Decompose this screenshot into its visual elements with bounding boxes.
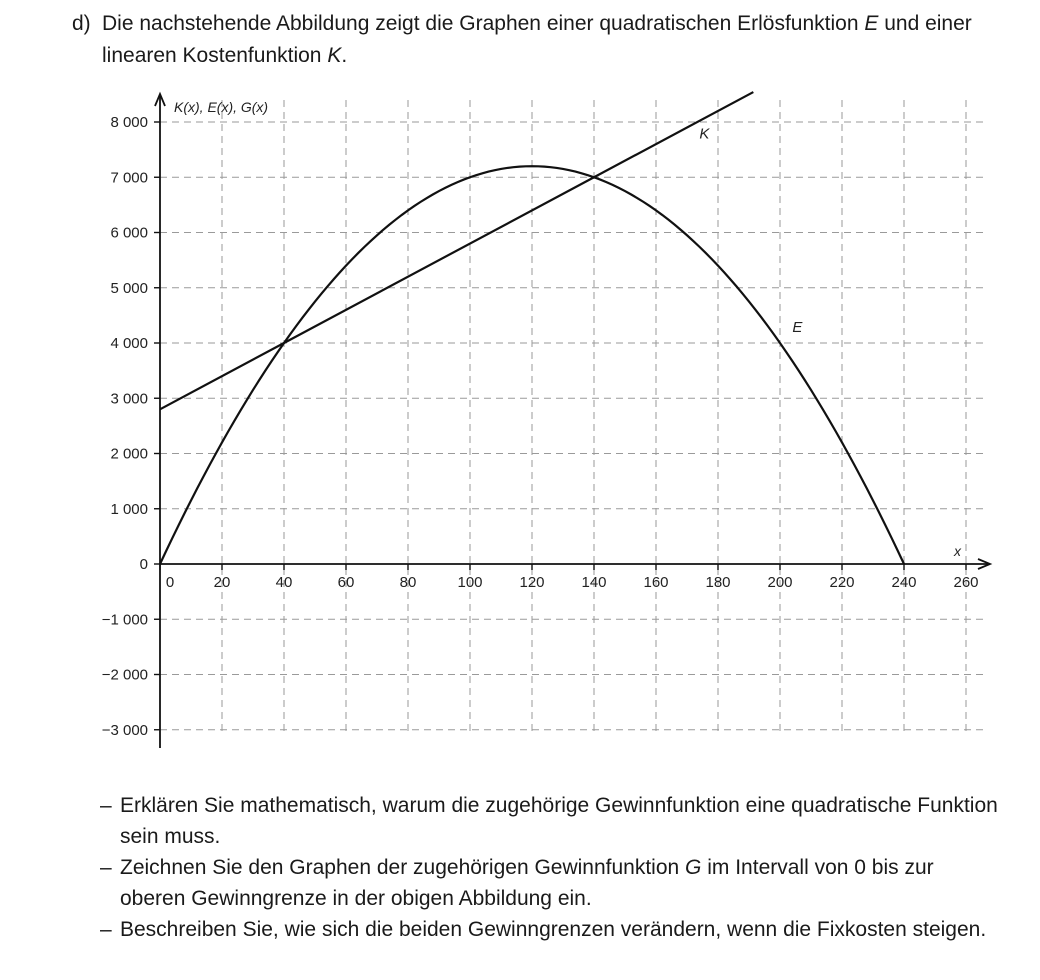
- x-axis-label: x: [954, 543, 961, 559]
- intro-text-3: .: [341, 44, 348, 67]
- tick-labels: [102, 114, 979, 739]
- x-tick-label: 100: [457, 574, 483, 591]
- task-text: Beschreiben Sie, wie sich die beiden Gewinngrenzen verändern, wenn die Fixkosten steigen.: [120, 918, 987, 941]
- task-var-g: G: [685, 856, 702, 879]
- intro-var-k: K: [327, 44, 342, 67]
- y-tick-label: 0: [139, 556, 148, 573]
- task-dash: –: [100, 918, 112, 941]
- x-tick-label: 240: [891, 574, 917, 591]
- chart-labels: [174, 99, 962, 559]
- y-tick-label: −2 000: [101, 666, 148, 684]
- task-dash: –: [100, 856, 112, 879]
- x-tick-label: 120: [519, 574, 545, 591]
- x-tick-label: 260: [953, 574, 979, 591]
- y-tick-label: 6 000: [110, 224, 148, 242]
- x-tick-label: 20: [213, 574, 231, 591]
- x-tick-label: 0: [165, 574, 175, 591]
- task-item: [100, 852, 1000, 914]
- grid: [160, 100, 986, 736]
- x-tick-label: 220: [829, 574, 855, 591]
- x-tick-label: 180: [705, 574, 731, 591]
- series-line-k: [160, 92, 753, 409]
- axes: [155, 94, 990, 748]
- y-tick-label: −3 000: [101, 721, 148, 739]
- task-item: [100, 790, 1000, 852]
- x-tick-label: 60: [337, 574, 355, 591]
- y-tick-label: 4 000: [110, 335, 148, 352]
- y-tick-label: 7 000: [110, 169, 148, 187]
- x-tick-label: 140: [581, 574, 607, 591]
- x-tick-label: 160: [643, 574, 669, 591]
- curve-label-k: K: [699, 125, 710, 143]
- intro-text-2: und einer linearen Kostenfunktion: [102, 12, 972, 67]
- task-text: Zeichnen Sie den Graphen der zugehörigen Gewinnfunktion: [120, 856, 686, 879]
- y-tick-label: 8 000: [110, 114, 148, 131]
- y-tick-label: 1 000: [110, 500, 148, 518]
- x-tick-label: 40: [275, 574, 293, 591]
- y-tick-label: 2 000: [110, 445, 148, 463]
- intro-text-1: Die nachstehende Abbildung zeigt die Graphen einer quadratischen Erlösfunktion: [102, 12, 865, 35]
- task-text: Erklären Sie mathematisch, warum die zugehörige Gewinnfunktion eine quadratische Funktion sein muss.: [120, 794, 998, 848]
- y-tick-label: 3 000: [110, 390, 148, 408]
- task-intro-text: [102, 8, 1012, 72]
- task-intro: [72, 8, 1012, 72]
- curve-label-e: E: [792, 318, 803, 336]
- task-item: [100, 914, 1000, 945]
- x-tick-label: 80: [399, 574, 417, 591]
- intro-var-e: E: [864, 12, 879, 35]
- x-tick-label: 200: [767, 574, 793, 591]
- function-graph: [0, 80, 1040, 760]
- task-list: [100, 790, 1000, 945]
- y-axis-label: K(x), E(x), G(x): [174, 99, 269, 115]
- task-label: d): [72, 12, 91, 35]
- y-tick-label: 5 000: [110, 279, 148, 297]
- task-dash: –: [100, 794, 112, 817]
- y-tick-label: −1 000: [101, 611, 148, 629]
- task-text-cont: im Intervall von 0 bis zur oberen Gewinngrenze in der obigen Abbildung ein.: [120, 856, 934, 910]
